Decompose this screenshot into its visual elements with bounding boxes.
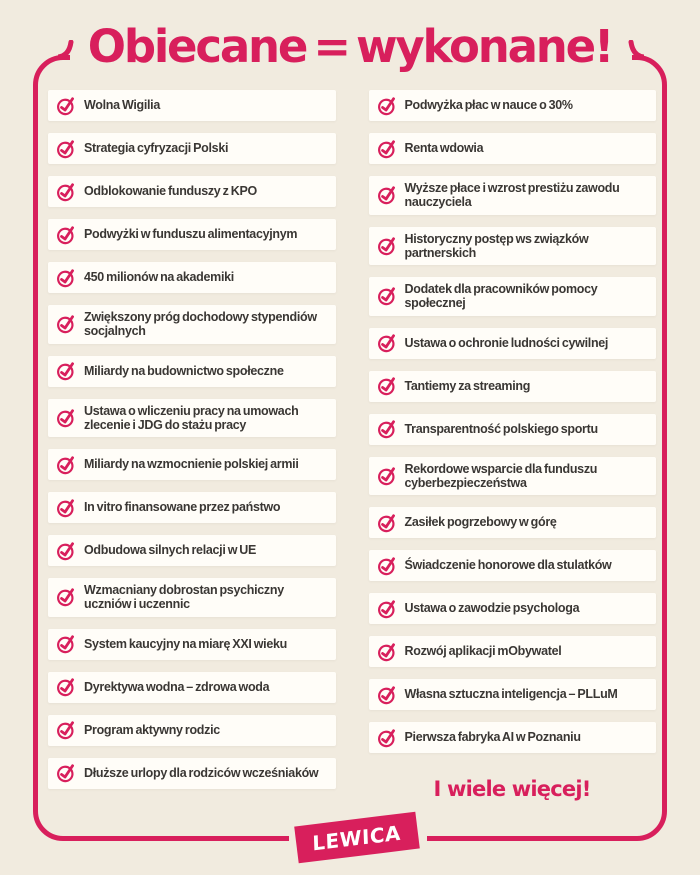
check-circle-icon: [56, 541, 76, 561]
item-label: Renta wdowia: [404, 141, 484, 156]
poster-title: Obiecane = wykonane!: [87, 20, 613, 73]
check-circle-icon: [56, 634, 76, 654]
checklist-item: [48, 535, 336, 566]
check-circle-icon: [377, 376, 397, 396]
item-label: Program aktywny rodzic: [84, 722, 220, 737]
check-circle-icon: [377, 96, 397, 116]
item-label: Ustawa o ochronie ludności cywilnej: [404, 335, 609, 350]
checklist-item: [369, 507, 657, 538]
check-circle-icon: [377, 286, 397, 306]
item-label: Miliardy na wzmocnienie polskiej armii: [84, 457, 299, 472]
checklist-column-left: [48, 90, 336, 789]
item-label: In vitro finansowane przez państwo: [84, 500, 281, 515]
checklist-item: [369, 636, 657, 667]
item-label: Dłuższe urlopy dla rodziców wcześniaków: [84, 765, 319, 780]
check-circle-icon: [377, 333, 397, 353]
check-circle-icon: [56, 498, 76, 518]
item-label: Transparentność polskiego sportu: [404, 421, 598, 436]
item-label: 450 milionów na akademiki: [84, 270, 234, 285]
check-circle-icon: [377, 236, 397, 256]
item-label: Odbudowa silnych relacji w UE: [84, 543, 257, 558]
checklist-item: [48, 672, 336, 703]
item-label: Pierwsza fabryka AI w Poznaniu: [404, 730, 581, 745]
check-circle-icon: [377, 139, 397, 159]
check-circle-icon: [377, 685, 397, 705]
check-circle-icon: [377, 513, 397, 533]
check-circle-icon: [56, 314, 76, 334]
check-circle-icon: [56, 268, 76, 288]
checklist-item: [48, 758, 336, 789]
checklist-item: [369, 593, 657, 624]
more-label: I wiele więcej!: [433, 777, 591, 801]
checklist-item: [369, 550, 657, 581]
item-label: Wzmacniany dobrostan psychiczny uczniów i uczennic: [84, 583, 284, 612]
checklist-item: [48, 715, 336, 746]
checklist-item: [369, 328, 657, 359]
check-circle-icon: [56, 455, 76, 475]
checklist: [48, 90, 656, 789]
check-circle-icon: [377, 599, 397, 619]
item-label: Ustawa o zawodzie psychologa: [404, 601, 580, 616]
checklist-item: [48, 399, 336, 438]
checklist-item: [48, 305, 336, 344]
check-circle-icon: [56, 408, 76, 428]
lewica-logo-text: LEWICA: [312, 820, 402, 855]
checklist-column-right: [369, 90, 657, 789]
item-label: Podwyżki w funduszu alimentacyjnym: [84, 227, 298, 242]
checklist-item: [48, 176, 336, 207]
item-label: Wyższe płace i wzrost prestiżu zawodu nauczyciela: [404, 181, 620, 210]
check-circle-icon: [377, 466, 397, 486]
item-label: Świadczenie honorowe dla stulatków: [404, 558, 612, 573]
checklist-item: [369, 457, 657, 496]
check-circle-icon: [56, 361, 76, 381]
item-label: Wolna Wigilia: [84, 98, 161, 113]
item-label: Ustawa o wliczeniu pracy na umowach zlecenie i JDG do stażu pracy: [84, 403, 299, 432]
item-label: Strategia cyfryzacji Polski: [84, 141, 229, 156]
item-label: Podwyżka płac w nauce o 30%: [404, 98, 573, 113]
checklist-item: [369, 133, 657, 164]
checklist-item: [48, 629, 336, 660]
item-label: System kaucyjny na miarę XXI wieku: [84, 636, 287, 651]
check-circle-icon: [56, 677, 76, 697]
item-label: Zwiększony próg dochodowy stypendiów socjalnych: [84, 310, 317, 339]
check-circle-icon: [56, 763, 76, 783]
checklist-item: [48, 262, 336, 293]
checklist-item: [48, 219, 336, 250]
item-label: Miliardy na budownictwo społeczne: [84, 363, 284, 378]
check-circle-icon: [56, 182, 76, 202]
check-circle-icon: [377, 728, 397, 748]
check-circle-icon: [56, 720, 76, 740]
item-label: Rekordowe wsparcie dla funduszu cyberbezpieczeństwa: [404, 461, 598, 490]
checklist-item: [48, 492, 336, 523]
check-circle-icon: [56, 139, 76, 159]
checklist-item: [48, 356, 336, 387]
checklist-item: [369, 414, 657, 445]
item-label: Historyczny postęp ws związków partnerskich: [404, 231, 589, 260]
item-label: Zasiłek pogrzebowy w górę: [404, 515, 557, 530]
item-label: Odblokowanie funduszy z KPO: [84, 184, 257, 199]
checklist-item: [48, 90, 336, 121]
checklist-item: [48, 133, 336, 164]
item-label: Dyrektywa wodna – zdrowa woda: [84, 679, 270, 694]
check-circle-icon: [377, 185, 397, 205]
check-circle-icon: [377, 419, 397, 439]
item-label: Rozwój aplikacji mObywatel: [404, 644, 562, 659]
checklist-item: [369, 371, 657, 402]
checklist-item: [48, 449, 336, 480]
item-label: Własna sztuczna inteligencja – PLLuM: [404, 687, 618, 702]
item-label: Tantiemy za streaming: [404, 378, 531, 393]
checklist-item: [48, 578, 336, 617]
check-circle-icon: [377, 556, 397, 576]
check-circle-icon: [56, 225, 76, 245]
checklist-item: [369, 277, 657, 316]
checklist-item: [369, 176, 657, 215]
check-circle-icon: [56, 587, 76, 607]
checklist-item: [369, 679, 657, 710]
checklist-item: [369, 722, 657, 753]
check-circle-icon: [377, 642, 397, 662]
check-circle-icon: [56, 96, 76, 116]
checklist-item: [369, 90, 657, 121]
item-label: Dodatek dla pracowników pomocy społecznej: [404, 282, 598, 311]
checklist-item: [369, 227, 657, 266]
